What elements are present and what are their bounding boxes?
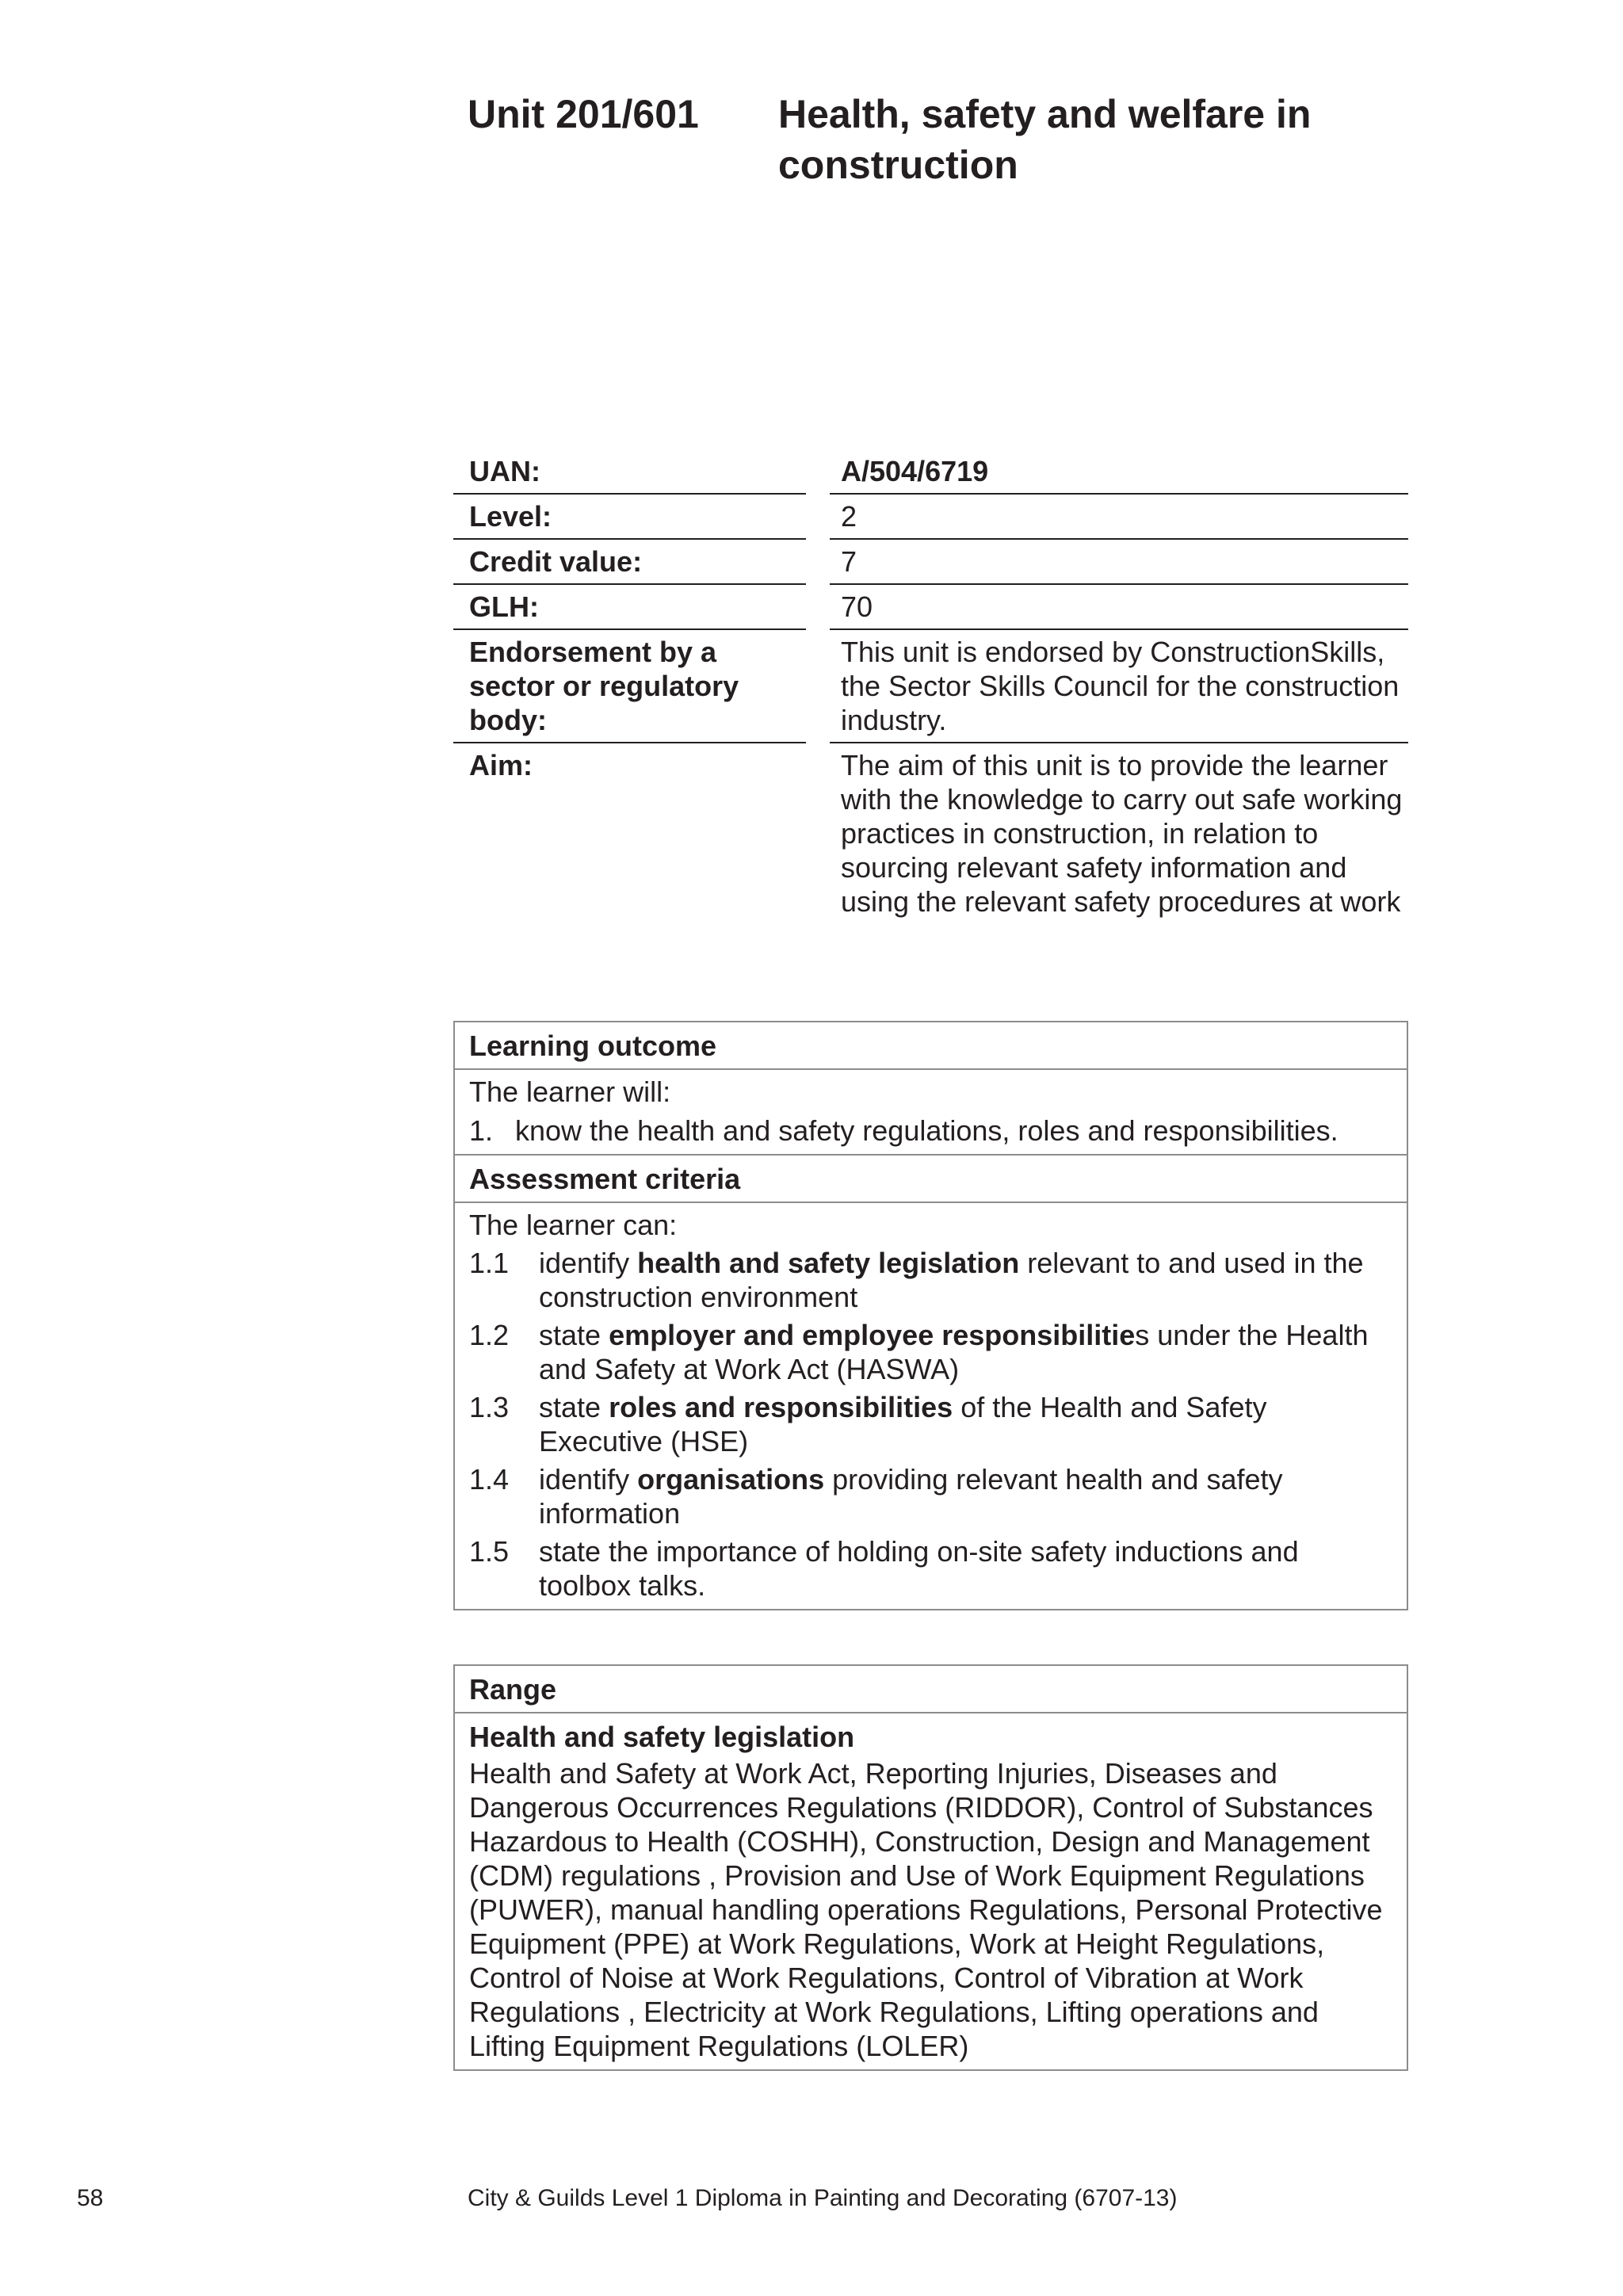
details-value: The aim of this unit is to provide the learner with the knowledge to carry out safe working practices in construction, in relation to sourcing relevant safety information and using the relevant safety procedures at work bbox=[841, 749, 1403, 918]
criteria-text: state bbox=[539, 1391, 609, 1423]
assessment-criteria-header: Assessment criteria bbox=[455, 1156, 1407, 1203]
criteria-item bbox=[469, 1246, 1392, 1314]
criteria-text: state the importance of holding on-site safety inductions and toolbox talks. bbox=[539, 1535, 1299, 1602]
criteria-number: 1.5 bbox=[469, 1535, 510, 1568]
criteria-number: 1.2 bbox=[469, 1319, 510, 1351]
criteria-number: 1.3 bbox=[469, 1391, 510, 1423]
criteria-text: of the Health and Safety Executive (HSE) bbox=[539, 1391, 1267, 1457]
details-label: Credit value: bbox=[453, 539, 806, 584]
unit-title: Health, safety and welfare in construction bbox=[778, 92, 1312, 187]
criteria-text: state bbox=[539, 1319, 609, 1351]
range-text: Health and Safety at Work Act, Reporting Injuries, Diseases and Dangerous Occurrences Regulations (RIDDOR), Control of Substances Hazardous to Health (COSHH), Construction, Design and Management (CDM) regulations , Provision and Use of Work Equipment Regulations (PUWER), manual handling operations Regulations, Personal Protective Equipment (PPE) at Work Regulations, Work at Height Regulations, Control of Noise at Work Regulations, Control of Vibration at Work Regulations , Electricity at Work Regulations, Lifting operations and Lifting Equipment Regulations (LOLER) bbox=[469, 1757, 1383, 2062]
details-value: A/504/6719 bbox=[830, 449, 1408, 494]
learning-outcome-header: Learning outcome bbox=[455, 1022, 1407, 1070]
criteria-item bbox=[469, 1462, 1392, 1530]
learning-outcome-intro: The learner will: bbox=[469, 1075, 671, 1108]
criteria-keyword: organisations bbox=[637, 1463, 825, 1496]
details-row bbox=[453, 494, 1408, 539]
learning-outcome-number: 1. bbox=[469, 1114, 494, 1147]
criteria-text: identify bbox=[539, 1247, 638, 1279]
details-value: 70 bbox=[830, 584, 1408, 629]
criteria-keyword: health and safety legislation bbox=[637, 1247, 1020, 1279]
details-value: This unit is endorsed by ConstructionSkills, the Sector Skills Council for the construction industry. bbox=[830, 629, 1408, 743]
criteria-text: identify bbox=[539, 1463, 638, 1496]
details-row bbox=[453, 584, 1408, 629]
details-row bbox=[453, 539, 1408, 584]
criteria-item bbox=[469, 1534, 1392, 1603]
details-label: Level: bbox=[453, 494, 806, 539]
learning-outcome-section bbox=[455, 1022, 1407, 1156]
assessment-intro: The learner can: bbox=[469, 1209, 678, 1241]
criteria-text: relevant to and used in the construction environment bbox=[539, 1247, 1364, 1313]
criteria-number: 1.4 bbox=[469, 1463, 510, 1496]
footer-text: City & Guilds Level 1 Diploma in Painting and Decorating (6707-13) bbox=[468, 2185, 1178, 2211]
learning-outcome-item bbox=[469, 1114, 1392, 1148]
page-number: 58 bbox=[77, 2185, 104, 2211]
range-header: Range bbox=[455, 1666, 1407, 1713]
unit-details-table bbox=[453, 449, 1408, 923]
range-box bbox=[453, 1664, 1408, 2071]
details-label: Aim: bbox=[469, 749, 533, 781]
details-label: UAN: bbox=[453, 449, 806, 494]
details-label: Endorsement by a sector or regulatory body: bbox=[453, 629, 806, 743]
criteria-item bbox=[469, 1390, 1392, 1458]
unit-code: Unit 201/601 bbox=[468, 92, 699, 136]
assessment-criteria-section bbox=[455, 1156, 1407, 1609]
criteria-text: providing relevant health and safety information bbox=[539, 1463, 1283, 1530]
details-row bbox=[453, 629, 1408, 743]
criteria-keyword: roles and responsibilities bbox=[609, 1391, 953, 1423]
range-subheader: Health and safety legislation bbox=[469, 1721, 855, 1753]
learning-outcome-text: know the health and safety regulations, roles and responsibilities. bbox=[515, 1114, 1338, 1147]
criteria-keyword: employer and employee responsibilitie bbox=[609, 1319, 1136, 1351]
criteria-number: 1.1 bbox=[469, 1247, 510, 1279]
details-label: GLH: bbox=[453, 584, 806, 629]
learning-outcome-box bbox=[453, 1021, 1408, 1610]
details-row bbox=[453, 743, 1408, 923]
criteria-text: s under the Health and Safety at Work Act (HASWA) bbox=[539, 1319, 1369, 1385]
details-value: 7 bbox=[830, 539, 1408, 584]
details-row bbox=[453, 449, 1408, 494]
criteria-item bbox=[469, 1318, 1392, 1386]
details-value: 2 bbox=[830, 494, 1408, 539]
